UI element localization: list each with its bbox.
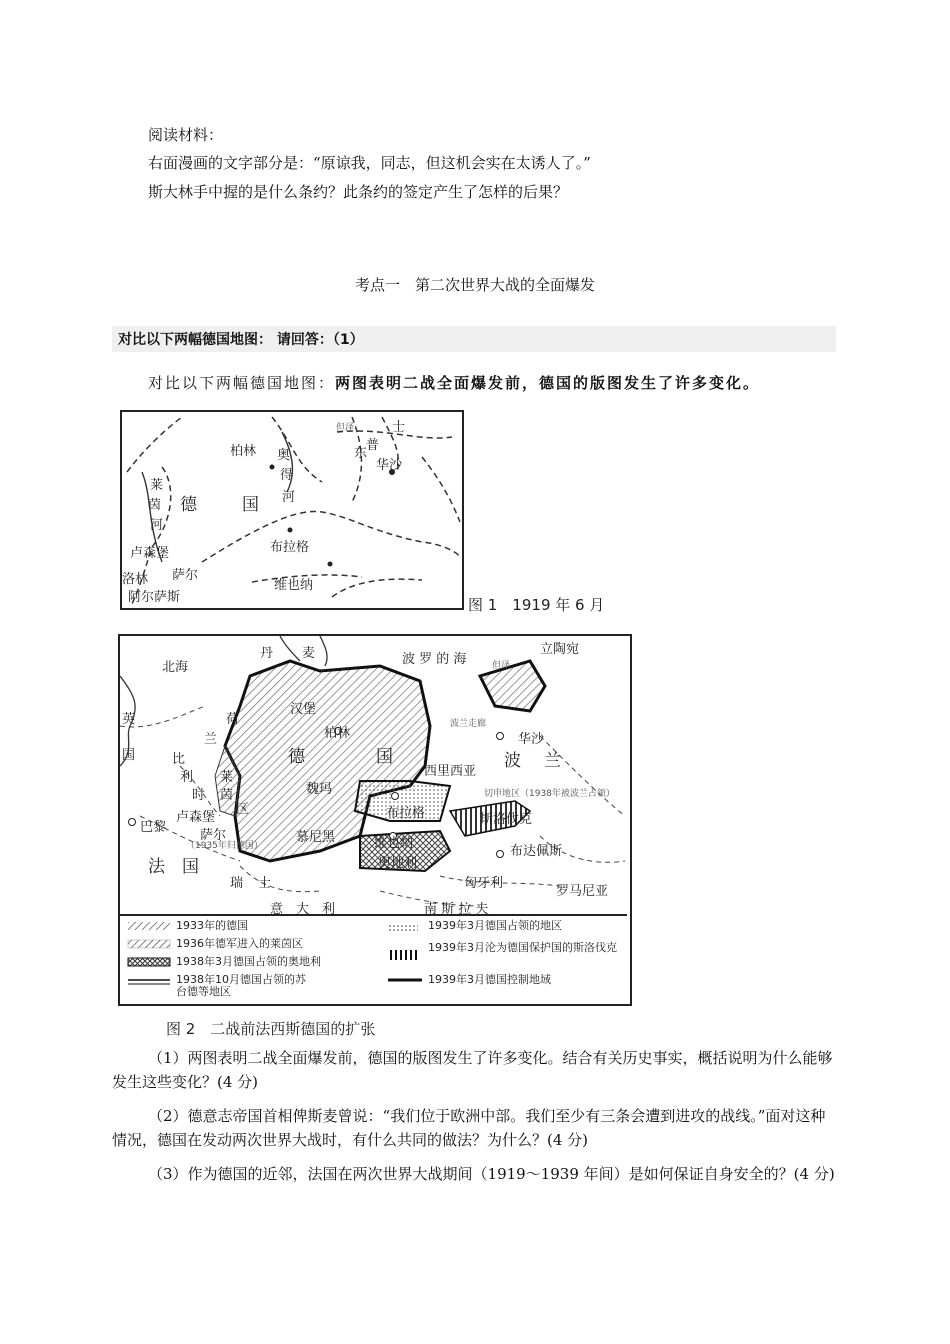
map2-label-denmark: 丹 xyxy=(260,646,274,661)
map2-label-north-sea: 北海 xyxy=(162,660,189,675)
question-3: （3）作为德国的近邻，法国在两次世界大战期间（1919～1939 年间）是如何保证自身安全的？(4 分) xyxy=(148,1165,835,1183)
map2-label-austria: 奥地利 xyxy=(378,856,418,871)
map2-label-silesia: 西里西亚 xyxy=(424,764,477,779)
map2-label-paris: 巴黎 xyxy=(140,820,167,835)
map2-label-corridor: 波兰走廊 xyxy=(450,719,487,729)
map1-label-de: 德 xyxy=(180,495,197,515)
compare-bold: 两图表明二战全面爆发前，德国的版图发生了许多变化。 xyxy=(335,374,761,392)
legend-1938-austria: 1938年3月德国占领的奥地利 xyxy=(176,955,321,968)
legend-1936: 1936年德军进入的莱茵区 xyxy=(176,937,303,950)
legend-1938-sudeten: 1938年10月德国占领的苏台德等地区 xyxy=(176,973,306,998)
legend-swatch-1939-protectorate xyxy=(388,950,418,960)
compare-line xyxy=(148,373,760,393)
map1-label-shi: 士 xyxy=(392,420,406,435)
question-bar xyxy=(112,326,836,352)
map2-label-denmark2: 麦 xyxy=(302,646,316,661)
map2-label-lithuania: 立陶宛 xyxy=(540,642,580,657)
map1-label-lorraine: 洛林 xyxy=(122,572,149,587)
map2-label-saar-note: （1935年归德国） xyxy=(186,841,263,851)
intro-line-3: 斯大林手中握的是什么条约？此条约的签定产生了怎样的后果？ xyxy=(148,183,569,201)
compare-prefix: 对比以下两幅德国地图： xyxy=(148,374,336,392)
map2-label-poland-lan: 兰 xyxy=(544,751,561,771)
intro-line-1: 阅读材料： xyxy=(148,126,224,144)
map1-label-saar: 萨尔 xyxy=(172,568,199,583)
map1-label-vienna: 维也纳 xyxy=(274,578,314,593)
map2-label-rhine-yin: 茵 xyxy=(220,788,234,803)
map2-label-de: 德 xyxy=(288,747,305,767)
map1-label-prussia: 普 xyxy=(366,438,380,453)
map2-label-holland2: 兰 xyxy=(204,732,218,747)
map2-label-hamburg: 汉堡 xyxy=(290,702,317,717)
map2-label-luxembourg: 卢森堡 xyxy=(176,810,216,825)
map2-label-swiss-shi: 士 xyxy=(258,876,272,891)
map2-label-slovakia: 斯洛伐克 xyxy=(480,812,533,827)
map2-label-memel: 但泽 xyxy=(492,661,511,671)
map1-label-east: 东 xyxy=(354,446,368,461)
map2-label-england: 英 xyxy=(122,712,136,727)
map2-label-france-fa: 法 xyxy=(148,857,165,877)
map2-label-budapest: 布达佩斯 xyxy=(510,844,563,859)
map2-label-england2: 国 xyxy=(122,748,136,763)
section-title: 考点一 第二次世界大战的全面爆发 xyxy=(355,276,596,294)
map2-label-rhine-lai: 莱 xyxy=(220,770,234,785)
legend-1933: 1933年的德国 xyxy=(176,919,248,932)
intro-line-2: 右面漫画的文字部分是：“原谅我，同志，但这机会实在太诱人了。” xyxy=(148,154,591,172)
map1-label-danzig: 但泽 xyxy=(336,423,355,433)
map1-label-alsace: 阿尔萨斯 xyxy=(128,590,181,605)
map1-label-rhine-he: 河 xyxy=(150,518,164,533)
map2-label-france-guo: 国 xyxy=(182,857,199,877)
map2-label-berlin: 柏林 xyxy=(324,726,351,741)
map2-label-belgium3: 时 xyxy=(192,788,206,803)
map2-legend xyxy=(120,914,627,1004)
map2-label-guo: 国 xyxy=(376,747,393,767)
map2-label-hungary: 匈牙利 xyxy=(464,876,504,891)
map1-label-oder-he: 河 xyxy=(282,490,296,505)
legend-1939-control: 1939年3月德国控制地域 xyxy=(428,973,551,986)
map2-label-vienna: 维也纳 xyxy=(374,836,414,851)
map2-label-belgium1: 比 xyxy=(172,752,186,767)
map2-label-weimar: 魏玛 xyxy=(306,782,333,797)
map2-label-saar: 萨尔 xyxy=(200,828,227,843)
map1-label-oder-ao: 奥 xyxy=(277,448,291,463)
map-1919 xyxy=(120,410,464,610)
map2-label-holland: 荷 xyxy=(226,712,240,727)
map2-label-poland-bo: 波 xyxy=(504,751,521,771)
map1-label-guo: 国 xyxy=(242,495,259,515)
map1-label-rhine-yin: 茵 xyxy=(148,498,162,513)
map2-label-italy: 意 大 利 xyxy=(270,902,336,917)
map2-caption: 图 2 二战前法西斯德国的扩张 xyxy=(166,1020,376,1038)
map2-label-belgium2: 利 xyxy=(180,770,194,785)
legend-swatch-1938-austria xyxy=(128,958,170,966)
map1-caption: 图 1 1919 年 6 月 xyxy=(468,596,605,614)
map2-label-prague: 布拉格 xyxy=(386,806,426,821)
legend-swatch-1939-occupied xyxy=(388,924,418,932)
map1-label-warsaw: 华沙 xyxy=(376,458,403,473)
map2-label-rhine-qu: 区 xyxy=(236,802,250,817)
map2-label-yugoslavia: 南 斯 拉 夫 xyxy=(424,902,489,917)
map2-label-teschen: 切申地区（1938年被波兰占领） xyxy=(484,789,615,799)
map1-label-luxembourg: 卢森堡 xyxy=(130,546,170,561)
map1-label-prague: 布拉格 xyxy=(270,540,310,555)
question-2: （2）德意志帝国首相俾斯麦曾说：“我们位于欧洲中部。我们至少有三条会遭到进攻的战线。”面对这种情况，德国在发动两次世界大战时，有什么共同的做法？为什么？(4 分) xyxy=(112,1107,826,1149)
map2-label-romania: 罗马尼亚 xyxy=(556,884,609,899)
map1-label-rhine-lai: 莱 xyxy=(150,478,164,493)
map2-label-baltic: 波 罗 的 海 xyxy=(402,652,467,667)
legend-swatch-1933 xyxy=(128,922,170,930)
legend-1939-protectorate: 1939年3月沦为德国保护国的斯洛伐克 xyxy=(428,941,617,954)
map1-label-berlin: 柏林 xyxy=(230,444,257,459)
question-1: （1）两图表明二战全面爆发前，德国的版图发生了许多变化。结合有关历史事实，概括说明为什么能够发生这些变化？(4 分) xyxy=(112,1049,833,1091)
map2-label-swiss-rui: 瑞 xyxy=(230,876,244,891)
legend-1939-occupied: 1939年3月德国占领的地区 xyxy=(428,919,562,932)
map2-label-munich: 慕尼黑 xyxy=(296,830,336,845)
map2-label-warsaw: 华沙 xyxy=(518,732,545,747)
question-bar-text: 对比以下两幅德国地图： 请回答：（1） xyxy=(118,332,364,348)
legend-swatch-1936 xyxy=(128,940,170,948)
map1-label-oder-de: 得 xyxy=(280,468,294,483)
